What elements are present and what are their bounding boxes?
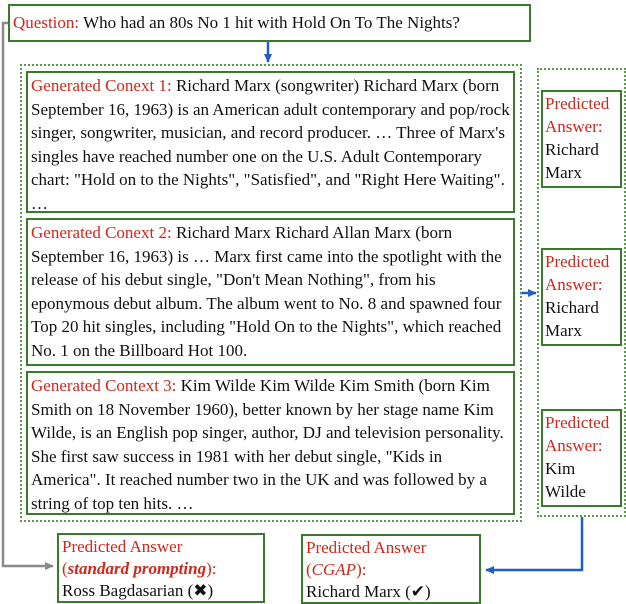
context-label: Generated Context 3: [31,376,177,395]
generated-context-3 [26,371,515,515]
final-answer-close-paren: ): [356,560,367,579]
context-text: Richard Marx (songwriter) Richard Marx (born September 16, 1963) is an American adult contemporary and pop/rock singer, songwriter, musician, and record producer. … Three of Marx's singles have reached number one on the U.S. Adult Contemporary chart: "Hold on to the Nights", "Satisfied", and "Right Here Waiting". … [31,76,510,213]
prediction-label: Predicted Answer: [545,413,610,455]
final-answer-text: Ross Bagdasarian [62,581,184,600]
final-answer-cgap [301,534,481,604]
check-mark-icon: (✔) [405,582,431,601]
prediction-answer: Richard Marx [545,298,599,340]
question-text: Who had an 80s No 1 hit with Hold On To The Nights? [83,13,460,32]
generated-context-2 [26,218,515,366]
prediction-answer: Kim Wilde [545,459,586,501]
final-answer-close-paren: ): [206,559,217,578]
final-answer-text: Richard Marx [306,582,401,601]
wrong-mark-icon: (✖) [187,581,214,600]
predicted-answer-3 [541,409,622,507]
final-answer-open-paren: ( [306,560,312,579]
predicted-answer-2 [541,248,622,346]
prediction-answer: Richard Marx [545,140,599,182]
context-label: Generated Conext 2: [31,223,172,242]
method-name: standard prompting [67,559,207,578]
context-label: Generated Conext 1: [31,76,172,95]
predicted-answer-1 [541,90,622,188]
prediction-label: Predicted Answer: [545,94,610,136]
method-name: CGAP [311,560,357,579]
question-label: Question: [13,13,80,32]
question-box [8,4,531,42]
context-text: Richard Marx Richard Allan Marx (born September 16, 1963) is … Marx first came into the spotlight with the release of his debut single, "Don't Mean Nothing", from his eponymous debut album. The album went to No. 8 and spawned four Top 20 hit singles, including "Hold On to the Nights", which reached No. 1 on the Billboard Hot 100. [31,223,502,360]
context-text: Kim Wilde Kim Wilde Kim Smith (born Kim Smith on 18 November 1960), better known by her stage name Kim Wilde, is an English pop singer, author, DJ and television personality. She first saw success in 1981 with her debut single, "Kids in America". It reached number two in the UK and was followed by a string of top ten hits. … [31,376,504,513]
generated-context-1 [26,71,515,213]
final-answer-standard-prompting [57,533,265,603]
arrow-predictions-to-cgap [486,517,582,570]
final-answer-label: Predicted Answer [306,538,427,557]
prediction-label: Predicted Answer: [545,252,610,294]
final-answer-label: Predicted Answer [62,537,183,556]
final-answer-open-paren: ( [62,559,68,578]
